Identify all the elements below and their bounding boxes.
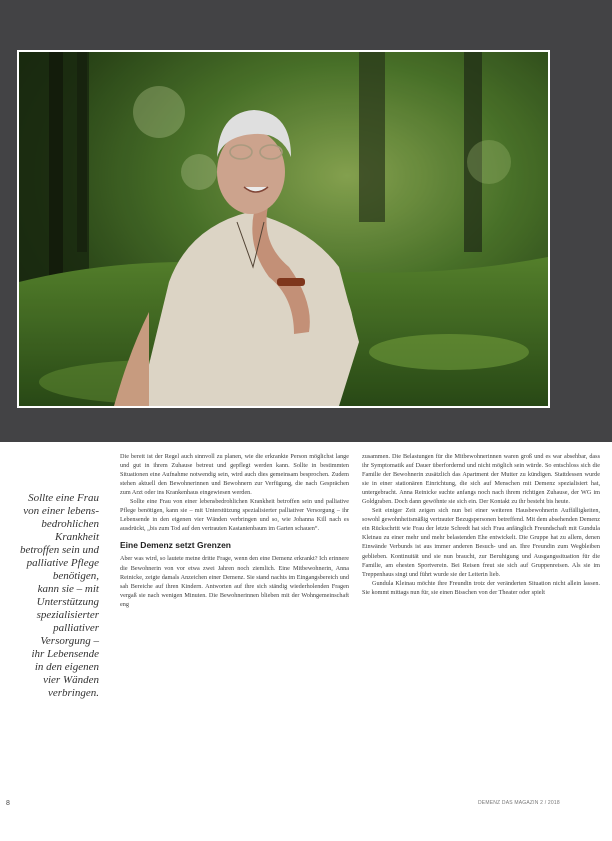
- paragraph: Seit einiger Zeit zeigen sich nun bei einer weiteren Hausbewohnerin Auffälligkeiten, sowohl gewohnheitsmäßig vertrauter Bezugspersonen betreffend. Mit dem absehenden Demenz ein Rückschritt wie Frau der letzte Schredt hat sich Frau anfänglich Freundschaft mit Gundula Kleinau zu einer mehr und mehr belastenden Ehe entwickelt. Die Gruppe hat zu allem, denen Einwände Verbunds ist aus immer anderen Besuch- und an. Ihre Freundin zum Wegbleiben geblieben. Kontinuität und sie nun braucht, zur Beruhigung und Ausgangssituation für die Familie, am ehesten Sportverein. Bei Reisen freut sie sich auf Gruppenreisen. Als sie im Treppenhaus singt und führt wurde sie der Leiterin lieb.: [362, 507, 600, 578]
- paragraph: Sollte eine Frau von einer lebensbedrohlichen Krankheit betroffen sein und palliative Pflege benötigen, kann sie – mit Unterstützung spezialisierter palliativer Versorgung – ihr Lebensende in den eigenen vier Wänden verbringen und so, wie Johanna Kill nach es ausdrückt, „bis zum Tod auf den vertrauten Kastanienbaum im Garten schauen“.: [120, 498, 349, 533]
- article-column-right: [362, 452, 600, 597]
- paragraph: zusammen. Die Belastungen für die Mitbewohnerinnen waren groß und es war absehbar, dass ihr Symptomatik auf Dauer überfordernd und nicht möglich sein würde. So entschloss sich die Familie der Bewohnerin zusätzlich das Apartment der Mutter zu kündigen. Stattdessen wurde sie in einer stationären Einrichtung, die sich auf Menschen mit Demenz spezialisiert hat, untergebracht. Anna Reinicke suchte anfangs noch nach ihrem richtigen Zuhause, der WG im Goldgraben. Doch dann gewöhnte sie sich ein. Der Kontakt zu ihr besteht bis heute.: [362, 453, 600, 506]
- paragraph: Aber was wird, so lautete meine dritte Frage, wenn den eine Demenz erkrankt? Ich erinnere die Bewohnerin von vor etwa zwei Jahren noch ziemlich. Eine Mitbewohnerin, Anna Reinicke, zeigte damals Anzeichen einer Demenz. Sie stand nachts im Eingangsbereich und sah Bereiche auf ihren Kindern. Antworten auf ihre sich ständig wiederholenden Fragen vergaß sie nach wenigen Minuten. Die Bewohnerinnen blieben mit der Wohngemeinschaft eng: [120, 555, 349, 608]
- section-subheading: Eine Demenz setzt Grenzen: [120, 540, 232, 551]
- paragraph: Gundula Kleinau möchte ihre Freundin trotz der veränderten Situation nicht allein lassen. Sie kommt mittags nun für, sie einen Bisschen von der Theater oder spielt: [362, 579, 600, 596]
- hero-photo: [17, 50, 550, 408]
- pull-quote: Sollte eine Frau von einer lebens- bedrohlichen Krankheit betroffen sein und palliative Pflege benötigen, kann sie – mit Unterstützung spezialisierter palliativer Versorgung – ihr Lebensende in den eigenen vier Wänden verbringen.: [19, 492, 99, 699]
- page-number: 8: [6, 800, 10, 807]
- article-column-middle: [120, 452, 349, 609]
- page-footer: DEMENZ DAS MAGAZIN 2 / 2018: [478, 800, 560, 806]
- paragraph: Die bereit ist der Regel auch sinnvoll zu planen, wie die erkrankte Person möglichst lange und gut in ihrem Zuhause betreut und gepflegt werden kann. Sollte in bestimmten Situationen eine Aufnahme notwendig sein, wird auch dies gemeinsam besprochen. Zudem stehen aktuell den Bewohnerinnen und Bewohnern zur Verfügung, die nach Gesprächen zum Arzt oder ins Krankenhaus eingewiesen werden.: [120, 453, 349, 497]
- photo-illustration: [19, 52, 548, 406]
